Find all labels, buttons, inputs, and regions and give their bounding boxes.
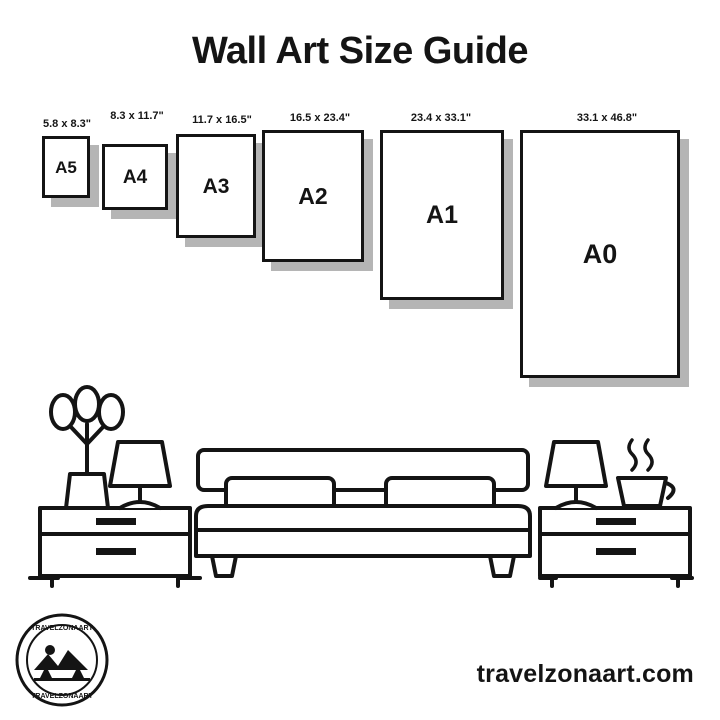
frame-label-a0: A0 [582,238,618,269]
frame-label-a3: A3 [202,174,230,198]
frame-box-a5[interactable] [42,136,90,198]
frame-label-a4: A4 [122,166,148,188]
frame-box-a2[interactable] [262,130,364,262]
frame-dimension-a1: 23.4 x 33.1" [410,112,472,124]
frame-label-a2: A2 [298,182,328,209]
frame-dimension-a0: 33.1 x 46.8" [576,112,638,124]
website-url[interactable]: travelzonaart.com [476,660,694,688]
frame-box-a0[interactable] [520,130,680,378]
coffee-cup-icon [618,440,674,506]
frame-box-a4[interactable] [102,144,168,210]
page-title: Wall Art Size Guide [191,30,529,72]
vase-with-plant [51,387,123,508]
brand-logo [14,612,110,708]
frame-label-a5: A5 [55,157,77,177]
logo-text-bottom: TRAVELZONAART [31,693,93,700]
frame-label-a1: A1 [426,200,458,229]
nightstand-left [40,508,190,586]
frame-dimension-a4: 8.3 x 11.7" [110,110,164,122]
frame-box-a1[interactable] [380,130,504,300]
frame-box-a3[interactable] [176,134,256,238]
table-lamp-left [110,442,170,508]
frame-dimension-a3: 11.7 x 16.5" [192,114,252,126]
bedroom-scene [0,370,720,610]
table-lamp-right [546,442,606,508]
nightstand-right [540,508,690,586]
bed-with-headboard [196,450,530,576]
frame-dimension-a5: 5.8 x 8.3" [42,118,92,130]
frame-dimension-a2: 16.5 x 23.4" [289,112,351,124]
logo-text-top: TRAVELZONAART [31,625,93,632]
